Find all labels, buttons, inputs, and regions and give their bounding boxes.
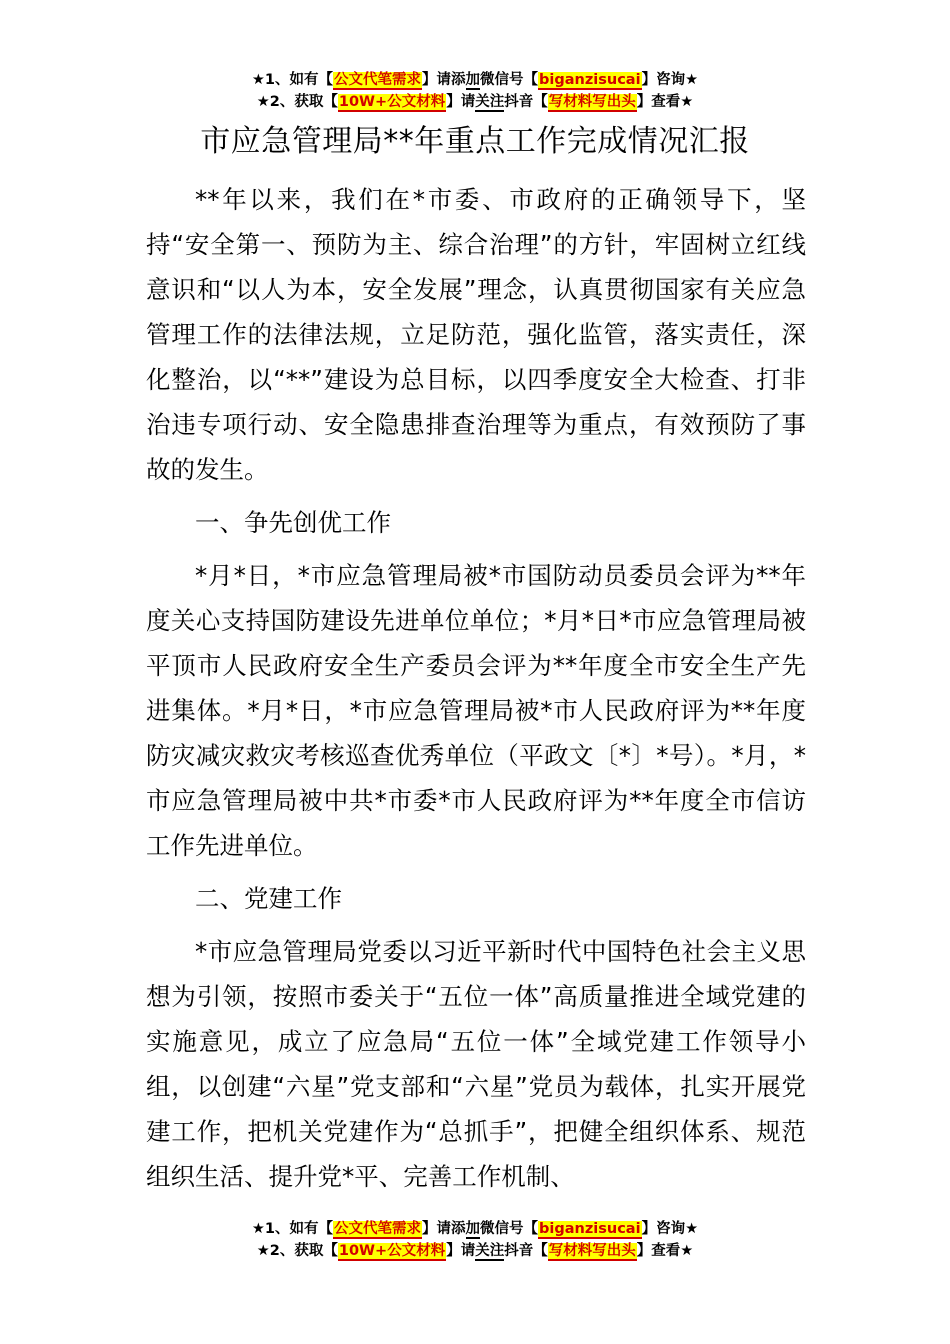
promo-text: 】咨询★ — [641, 1221, 699, 1237]
promo-highlight: 10W+公文材料 — [338, 94, 446, 110]
document-title: 市应急管理局**年重点工作完成情况汇报 — [200, 124, 750, 159]
section-paragraph-2: *市应急管理局党委以习近平新时代中国特色社会主义思想为引领，按照市委关于“五位一体”高质量推进全域党建的实施意见，成立了应急局“五位一体”全域党建工作领导小组，以创建“六星”党支部和“六星”党员为载体，扎实开展党建工作，把机关党建作为“总抓手”，把健全组织体系、规范组织生活、提升党*平、完善工作机制、 — [146, 937, 806, 1191]
promo-text: 】请添 — [422, 1221, 466, 1237]
promo-highlight: 公文代笔需求 — [334, 1221, 422, 1237]
promo-underlined: 加 — [465, 1221, 481, 1237]
promo-text: ★2、获取【 — [256, 1243, 338, 1259]
section-heading-1: 一、争先创优工作 — [195, 508, 391, 537]
promo-text: 】查看★ — [636, 1243, 694, 1259]
promo-text: 微信号【 — [480, 72, 539, 88]
promo-banner-top — [0, 69, 950, 113]
section-paragraph-1: *月*日，*市应急管理局被*市国防动员委员会评为**年度关心支持国防建设先进单位单位；*月*日*市应急管理局被平顶市人民政府安全生产委员会评为**年度全市安全生产先进集体。*月*日，*市应急管理局被*市人民政府评为**年度防灾减灾救灾考核巡查优秀单位（平政文〔*〕*号）。*月，*市应急管理局被中共*市委*市人民政府评为**年度全市信访工作先进单位。 — [146, 561, 806, 860]
promo-text: ★1、如有【 — [251, 72, 334, 88]
promo-text: ★1、如有【 — [251, 1221, 334, 1237]
promo-wechat-id: biganzisucai — [539, 1221, 641, 1237]
promo-highlight: 10W+公文材料 — [338, 1243, 446, 1259]
promo-text: 抖音【 — [504, 1243, 548, 1259]
promo-banner-bottom — [0, 1218, 950, 1262]
promo-text: 微信号【 — [480, 1221, 539, 1237]
intro-paragraph: **年以来，我们在*市委、市政府的正确领导下，坚持“安全第一、预防为主、综合治理”的方针，牢固树立红线意识和“以人为本，安全发展”理念，认真贯彻国家有关应急管理工作的法律法规，立足防范，强化监管，落实责任，深化整治，以“**”建设为总目标，以四季度安全大检查、打非治违专项行动、安全隐患排查治理等为重点，有效预防了事故的发生。 — [146, 185, 806, 484]
promo-text: 】请 — [446, 1243, 476, 1259]
promo-text: 】查看★ — [636, 94, 694, 110]
section-heading-2: 二、党建工作 — [195, 884, 342, 913]
promo-text: 】咨询★ — [641, 72, 699, 88]
promo-underlined: 关注 — [475, 1243, 505, 1259]
promo-underlined: 加 — [465, 72, 481, 88]
promo-line-1 — [0, 69, 950, 91]
promo-highlight: 公文代笔需求 — [334, 72, 422, 88]
promo-douyin-id: 写材料写出头 — [548, 94, 636, 110]
promo-text: 抖音【 — [504, 94, 548, 110]
promo-text: 】请添 — [422, 72, 466, 88]
promo-text: 】请 — [446, 94, 476, 110]
promo-wechat-id: biganzisucai — [539, 72, 641, 88]
promo-line-1 — [0, 1218, 950, 1240]
promo-text: ★2、获取【 — [256, 94, 338, 110]
promo-douyin-id: 写材料写出头 — [548, 1243, 636, 1259]
document-body — [146, 177, 806, 1207]
promo-line-2 — [0, 91, 950, 113]
promo-line-2 — [0, 1240, 950, 1262]
promo-underlined: 关注 — [475, 94, 505, 110]
